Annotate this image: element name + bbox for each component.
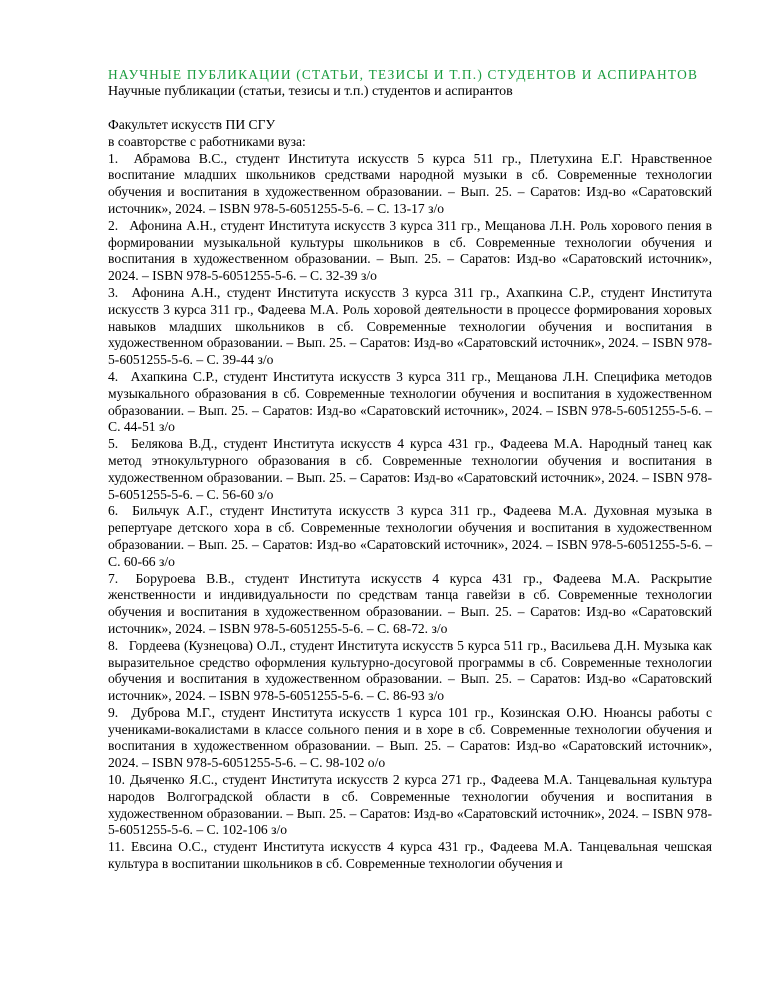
entry-number: 5.: [108, 436, 119, 452]
publication-list: [108, 151, 712, 873]
publication-entry: [108, 503, 712, 570]
entry-text: Белякова В.Д., студент Института искусств 4 курса 431 гр., Фадеева М.А. Народный танец как метод этнокультурного образования в сб. Современные технологии обучения и воспитания в художественном образовании. – Вып. 25. – Саратов: Изд-во «Саратовский источник», 2024. – ISBN 978-5-6051255-5-6. – С. 56-60 з/о: [108, 436, 712, 502]
publication-entry: [108, 436, 712, 503]
publication-entry: [108, 218, 712, 285]
publication-entry: [108, 705, 712, 772]
entry-text: Дуброва М.Г., студент Института искусств 1 курса 101 гр., Козинская О.Ю. Нюансы работы с учениками-вокалистами в классе сольного пения и в хоре в сб. Современные технологии обучения и воспитания в художественном образовании. – Вып. 25. – Саратов: Изд-во «Саратовский источник», 2024. – ISBN 978-5-6051255-5-6. – С. 98-102 о/о: [108, 704, 712, 771]
entry-number: 3.: [108, 284, 119, 300]
entry-number: 9.: [108, 704, 119, 720]
document-page: [108, 66, 712, 873]
entry-number: 7.: [108, 570, 119, 586]
publication-entry: [108, 369, 712, 436]
publication-entry: [108, 839, 712, 873]
entry-text: Гордеева (Кузнецова) О.Л., студент Института искусств 5 курса 511 гр., Васильева Д.Н. Музыка как выразительное средство оформления культурно-досуговой программы в сб. Современные технологии обучения и воспитания в художественном образовании. – Вып. 25. – Саратов: Изд-во «Саратовский источник», 2024. – ISBN 978-5-6051255-5-6. – С. 86-93 з/о: [108, 637, 712, 704]
spacer: [108, 100, 712, 117]
entry-number: 2.: [108, 217, 119, 233]
entry-number: 6.: [108, 503, 119, 519]
entry-text: Афонина А.Н., студент Института искусств 3 курса 311 гр., Мещанова Л.Н. Роль хорового пения в формировании музыкальной культуры школьников в сб. Современные технологии обучения и воспитания в художественном образовании. – Вып. 25. – Саратов: Изд-во «Саратовский источник», 2024. – ISBN 978-5-6051255-5-6. – С. 32-39 з/о: [108, 217, 712, 284]
entry-text: Ахапкина С.Р., студент Института искусств 3 курса 311 гр., Мещанова Л.Н. Специфика методов музыкального образования в сб. Современные технологии обучения и воспитания в художественном образовании. – Вып. 25. – Саратов: Изд-во «Саратовский источник», 2024. – ISBN 978-5-6051255-5-6. – С. 44-51 з/о: [108, 368, 713, 435]
faculty-label: Факультет искусств ПИ СГУ: [108, 117, 276, 132]
publication-entry: [108, 285, 712, 369]
entry-text: Дьяченко Я.С., студент Института искусств 2 курса 271 гр., Фадеева М.А. Танцевальная культура народов Волгоградской области в сб. Современные технологии обучения и воспитания в художественном образовании. – Вып. 25. – Саратов: Изд-во «Саратовский источник», 2024. – ISBN 978-5-6051255-5-6. – С. 102-106 з/о: [108, 772, 712, 838]
entry-text: Бильчук А.Г., студент Института искусств 3 курса 311 гр., Фадеева М.А. Духовная музыка в репертуаре детского хора в сб. Современные технологии обучения и воспитания в художественном образовании. – Вып. 25. – Саратов: Изд-во «Саратовский источник», 2024. – ISBN 978-5-6051255-5-6. – С. 60-66 з/о: [108, 503, 712, 569]
section-subtitle: Научные публикации (статьи, тезисы и т.п.) студентов и аспирантов: [108, 84, 513, 99]
section-heading: НАУЧНЫЕ ПУБЛИКАЦИИ (СТАТЬИ, ТЕЗИСЫ И Т.П.) СТУДЕНТОВ И АСПИРАНТОВ: [108, 67, 699, 82]
entry-number: 8.: [108, 637, 119, 653]
publication-entry: [108, 151, 712, 218]
entry-text: Боруроева В.В., студент Института искусств 4 курса 431 гр., Фадеева М.А. Раскрытие женственности и индивидуальности по средствам танца гавейзи в сб. Современные технологии обучения и воспитания в художественном образовании. – Вып. 25. – Саратов: Изд-во «Саратовский источник», 2024. – ISBN 978-5-6051255-5-6. – С. 68-72. з/о: [108, 570, 712, 636]
entry-text: Евсина О.С., студент Института искусств 4 курса 431 гр., Фадеева М.А. Танцевальная чешская культура в воспитании школьников в сб. Современные технологии обучения и: [108, 839, 712, 872]
publication-entry: [108, 772, 712, 839]
entry-number: 10.: [108, 772, 125, 788]
publication-entry: [108, 571, 712, 638]
entry-text: Абрамова В.С., студент Института искусств 5 курса 511 гр., Плетухина Е.Г. Нравственное воспитание младших школьников средствами народной музыки в сб. Современные технологии обучения и воспитания в художественном образовании. – Вып. 25. – Саратов: Изд-во «Саратовский источник», 2024. – ISBN 978-5-6051255-5-6. – С. 13-17 з/о: [108, 150, 712, 216]
publication-entry: [108, 638, 712, 705]
coauthorship-label: в соавторстве с работниками вуза:: [108, 133, 306, 149]
entry-number: 4.: [108, 368, 119, 384]
entry-text: Афонина А.Н., студент Института искусств 3 курса 311 гр., Ахапкина С.Р., студент Института искусств 3 курса 311 гр., Фадеева М.А. Роль хоровой деятельности в процессе формирования хоровых навыков младших школьников в сб. Современные технологии обучения и воспитания в художественном образовании. – Вып. 25. – Саратов: Изд-во «Саратовский источник», 2024. – ISBN 978-5-6051255-5-6. – С. 39-44 з/о: [108, 284, 712, 368]
entry-number: 1.: [108, 150, 119, 166]
entry-number: 11.: [108, 839, 125, 855]
